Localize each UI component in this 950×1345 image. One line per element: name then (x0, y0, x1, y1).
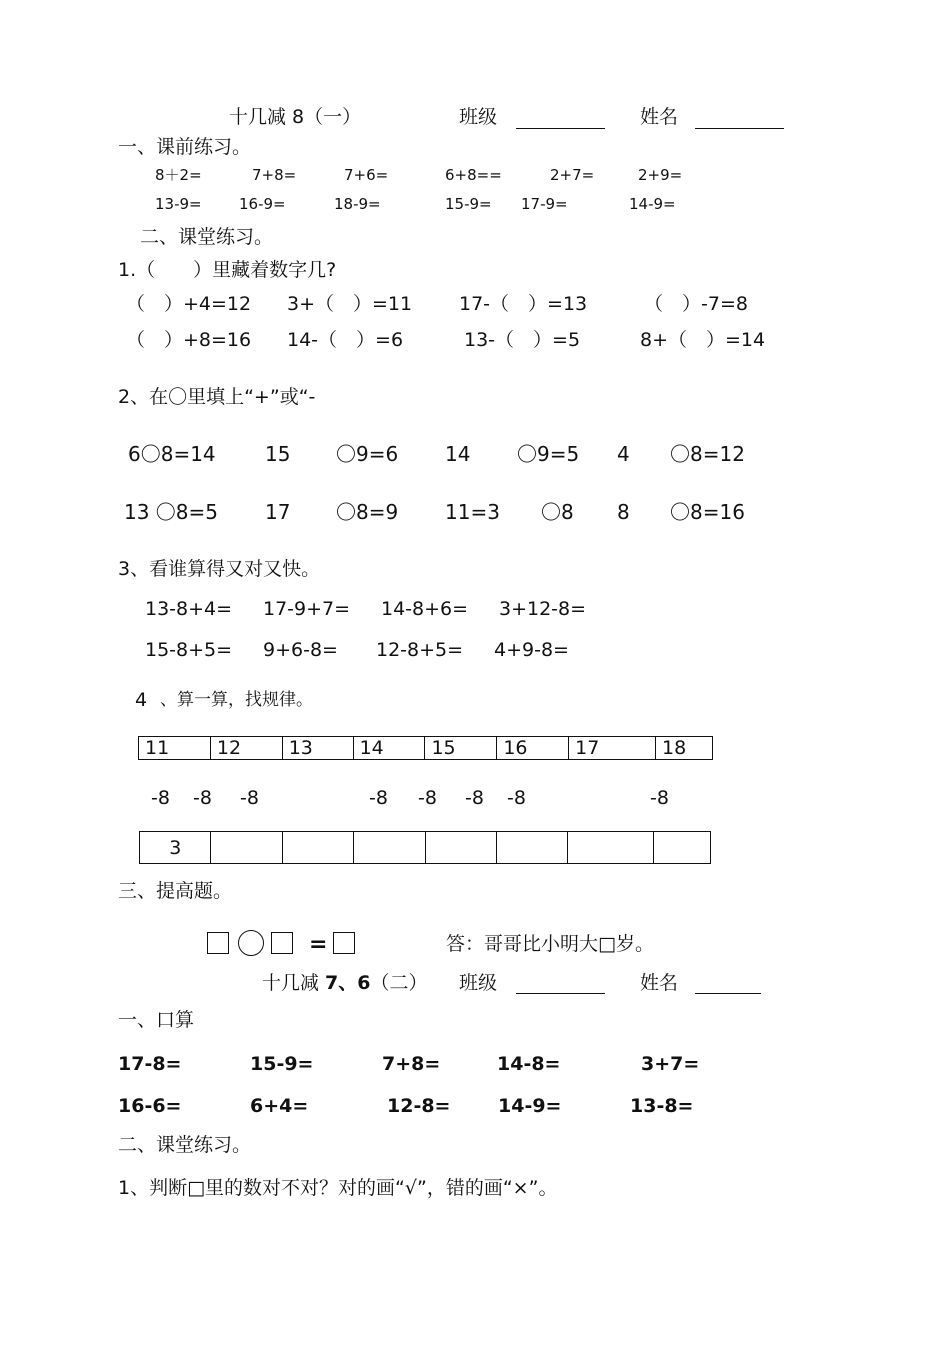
warmup-item: 6+8== (445, 166, 502, 184)
blank-equation: （ ）-7=8 (644, 293, 748, 315)
warmup-item: 2+9= (638, 166, 683, 184)
oral-calc: 6+4= (250, 1095, 309, 1117)
minus-label: -8 (507, 787, 526, 809)
minus-label: -8 (465, 787, 484, 809)
worksheet-title: 十几减 8（一） (229, 106, 362, 128)
answer-box[interactable] (333, 932, 355, 954)
section-heading: 一、口算 (118, 1009, 195, 1031)
operator-circle[interactable] (238, 930, 264, 956)
circle-equation: 〇8=16 (670, 500, 745, 524)
circle-equation: 〇9=6 (336, 442, 399, 466)
circle-equation: 14 (445, 442, 471, 466)
equals-sign: = (309, 932, 328, 957)
answer-cell[interactable] (425, 832, 496, 864)
warmup-item: 13-9= (155, 195, 202, 213)
section-heading: 二、课堂练习。 (140, 226, 274, 248)
answer-box[interactable] (271, 932, 293, 954)
class-blank[interactable] (516, 993, 605, 994)
answer-cell[interactable] (496, 832, 567, 864)
circle-equation: 4 (617, 442, 630, 466)
title-part: 7、6 (325, 972, 371, 994)
oral-calc: 13-8= (630, 1095, 694, 1117)
name-label: 姓名 (640, 106, 679, 128)
blank-equation: 14-（ ）=6 (287, 329, 404, 351)
minus-label: -8 (240, 787, 259, 809)
oral-calc: 14-8= (497, 1053, 561, 1075)
mixed-calc: 4+9-8= (494, 639, 569, 661)
answer-cell[interactable]: 3 (140, 832, 211, 864)
warmup-item: 15-9= (445, 195, 492, 213)
mixed-calc: 15-8+5= (145, 639, 233, 661)
warmup-item: 2+7= (550, 166, 595, 184)
pattern-top-row (138, 736, 713, 760)
blank-equation: 3+（ ）=11 (287, 293, 413, 315)
section-heading: 一、课前练习。 (118, 136, 252, 158)
number-cell: 12 (210, 737, 282, 760)
warmup-item: 17-9= (521, 195, 568, 213)
section-heading: 二、课堂练习。 (118, 1134, 252, 1156)
question-3-title: 3、看谁算得又对又快。 (118, 558, 321, 580)
circle-equation: 6〇8=14 (128, 442, 216, 466)
answer-box[interactable] (207, 932, 229, 954)
number-cell: 16 (497, 737, 569, 760)
answer-cell[interactable] (653, 832, 711, 864)
title-part: 十几减 (262, 972, 326, 994)
title-part: （二） (370, 972, 428, 994)
question-4-title: 、算一算，找规律。 (160, 690, 313, 710)
class-label: 班级 (459, 106, 498, 128)
number-cell: 18 (656, 737, 713, 760)
question-1-title: 1.（ ）里藏着数字几? (118, 259, 337, 281)
oral-calc: 15-9= (250, 1053, 314, 1075)
warmup-item: 18-9= (334, 195, 381, 213)
number-cell: 17 (569, 737, 656, 760)
answer-cell[interactable] (568, 832, 653, 864)
answer-sentence: 答：哥哥比小明大□岁。 (446, 933, 654, 955)
circle-equation: 11=3 (445, 500, 500, 524)
answer-cell[interactable] (282, 832, 353, 864)
number-cell: 15 (425, 737, 497, 760)
circle-equation: 13 〇8=5 (124, 500, 219, 524)
question-2-title: 2、在〇里填上“+”或“- (118, 386, 316, 408)
class-label: 班级 (459, 972, 498, 994)
blank-equation: （ ）+8=16 (126, 329, 252, 351)
mixed-calc: 3+12-8= (499, 598, 587, 620)
circle-equation: 8 (617, 500, 630, 524)
mixed-calc: 9+6-8= (263, 639, 338, 661)
class-blank[interactable] (516, 128, 605, 129)
blank-equation: （ ）+4=12 (126, 293, 252, 315)
oral-calc: 16-6= (118, 1095, 182, 1117)
blank-equation: 17-（ ）=13 (459, 293, 588, 315)
circle-equation: 〇8=9 (336, 500, 399, 524)
answer-cell[interactable] (211, 832, 282, 864)
question-1-title: 1、判断□里的数对不对？对的画“√”，错的画“×”。 (118, 1177, 558, 1199)
circle-equation: 〇8 (541, 500, 574, 524)
minus-label: -8 (151, 787, 170, 809)
mixed-calc: 13-8+4= (145, 598, 233, 620)
name-label: 姓名 (640, 972, 679, 994)
mixed-calc: 17-9+7= (263, 598, 351, 620)
oral-calc: 17-8= (118, 1053, 182, 1075)
warmup-item: 7+6= (344, 166, 389, 184)
circle-equation: 〇9=5 (517, 442, 580, 466)
oral-calc: 14-9= (498, 1095, 562, 1117)
minus-label: -8 (193, 787, 212, 809)
name-blank[interactable] (695, 128, 784, 129)
warmup-item: 7+8= (252, 166, 297, 184)
mixed-calc: 14-8+6= (381, 598, 469, 620)
pattern-answer-row (139, 831, 711, 864)
answer-cell[interactable] (354, 832, 425, 864)
minus-label: -8 (418, 787, 437, 809)
worksheet-title-2 (262, 974, 428, 993)
minus-label: -8 (369, 787, 388, 809)
oral-calc: 12-8= (387, 1095, 451, 1117)
blank-equation: 8+（ ）=14 (640, 329, 766, 351)
blank-equation: 13-（ ）=5 (464, 329, 581, 351)
number-cell: 14 (353, 737, 425, 760)
circle-equation: 17 (265, 500, 291, 524)
circle-equation: 15 (265, 442, 291, 466)
warmup-item: 14-9= (629, 195, 676, 213)
section-heading: 三、提高题。 (118, 880, 233, 902)
name-blank[interactable] (695, 993, 761, 994)
number-cell: 11 (139, 737, 211, 760)
number-cell: 13 (282, 737, 353, 760)
mixed-calc: 12-8+5= (376, 639, 464, 661)
warmup-item: 16-9= (239, 195, 286, 213)
circle-equation: 〇8=12 (670, 442, 745, 466)
oral-calc: 3+7= (641, 1053, 700, 1075)
oral-calc: 7+8= (382, 1053, 441, 1075)
warmup-item: 8＋2= (155, 166, 202, 184)
minus-label: -8 (650, 787, 669, 809)
question-4-number: 4 (135, 689, 148, 711)
